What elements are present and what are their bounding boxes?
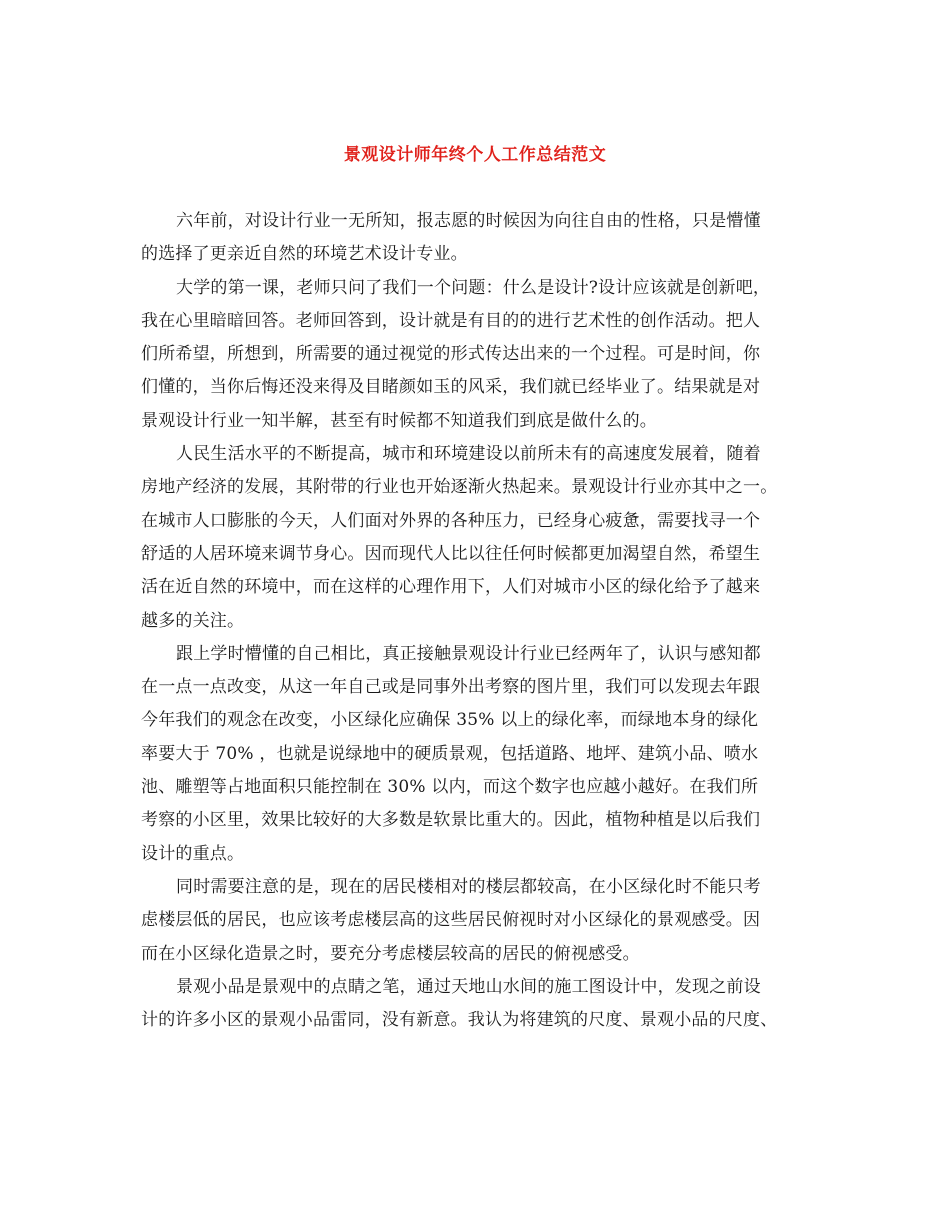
text-line: 跟上学时懵懂的自己相比，真正接触景观设计行业已经两年了，认识与感知都 [176, 643, 761, 664]
text-line: 们懂的，当你后悔还没来得及目睹颜如玉的风采，我们就已经毕业了。结果就是对 [141, 377, 761, 398]
text-line: 的选择了更亲近自然的环境艺术设计专业。 [141, 244, 468, 265]
text-line: 景观设计行业一知半解，甚至有时候都不知道我们到底是做什么的。 [141, 410, 657, 431]
text-line: 今年我们的观念在改变，小区绿化应确保 35% 以上的绿化率，而绿地本身的绿化 [141, 710, 759, 731]
text-line: 在城市人口膨胀的今天，人们面对外界的各种压力，已经身心疲惫，需要找寻一个 [141, 510, 761, 531]
text-line: 景观小品是景观中的点睛之笔，通过天地山水间的施工图设计中，发现之前设 [176, 976, 761, 997]
text-line: 在一点一点改变，从这一年自己或是同事外出考察的图片里，我们可以发现去年跟 [141, 677, 761, 698]
text-line: 大学的第一课，老师只问了我们一个问题：什么是设计?设计应该就是创新吧， [176, 277, 771, 298]
text-line: 设计的重点。 [141, 843, 245, 864]
text-line: 同时需要注意的是，现在的居民楼相对的楼层都较高，在小区绿化时不能只考 [176, 876, 761, 897]
document-body [141, 205, 821, 1037]
text-line: 考察的小区里，效果比较好的大多数是软景比重大的。因此，植物种植是以后我们 [141, 810, 761, 831]
document-title: 景观设计师年终个人工作总结范文 [343, 145, 607, 165]
text-line: 舒适的人居环境来调节身心。因而现代人比以往任何时候都更加渴望自然，希望生 [141, 543, 761, 564]
text-line: 我在心里暗暗回答。老师回答到，设计就是有目的的进行艺术性的创作活动。把人 [141, 310, 761, 331]
text-line: 计的许多小区的景观小品雷同，没有新意。我认为将建筑的尺度、景观小品的尺度、 [141, 1010, 778, 1031]
text-line: 虑楼层低的居民，也应该考虑楼层高的这些居民俯视时对小区绿化的景观感受。因 [141, 910, 761, 931]
text-line: 越多的关注。 [141, 610, 245, 631]
text-line: 活在近自然的环境中，而在这样的心理作用下，人们对城市小区的绿化给予了越来 [141, 577, 761, 598]
text-line: 而在小区绿化造景之时，要充分考虑楼层较高的居民的俯视感受。 [141, 943, 640, 964]
text-line: 们所希望，所想到，所需要的通过视觉的形式传达出来的一个过程。可是时间，你 [141, 344, 761, 365]
text-line: 房地产经济的发展，其附带的行业也开始逐渐火热起来。景观设计行业亦其中之一。 [141, 477, 778, 498]
text-line: 率要大于 70% ，也就是说绿地中的硬质景观，包括道路、地坪、建筑小品、喷水 [141, 743, 759, 764]
text-line: 池、雕塑等占地面积只能控制在 30% 以内，而这个数字也应越小越好。在我们所 [141, 777, 759, 798]
text-line: 人民生活水平的不断提高，城市和环境建设以前所未有的高速度发展着，随着 [176, 444, 761, 465]
text-line: 六年前，对设计行业一无所知，报志愿的时候因为向往自由的性格，只是懵懂 [176, 211, 761, 231]
